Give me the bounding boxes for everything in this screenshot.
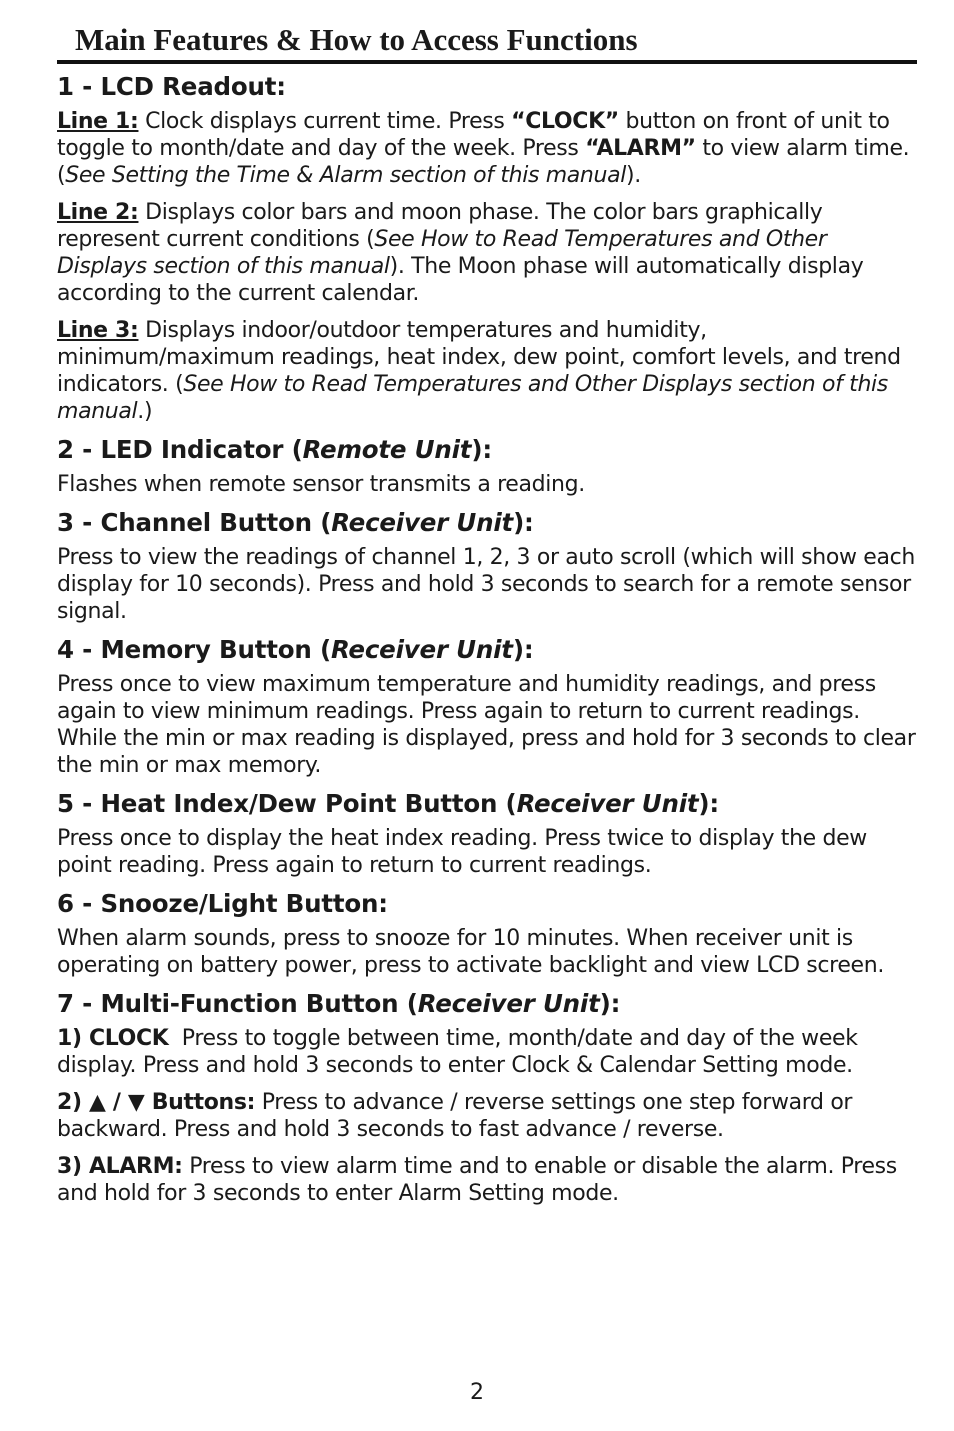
section-snooze-light-button bbox=[57, 889, 917, 979]
section-body: Press to view the readings of channel 1, 2, 3 or auto scroll (which will show each display for 10 seconds). Press and hold 3 seconds to search for a remote sensor signal. bbox=[57, 545, 915, 624]
section-lcd-readout bbox=[57, 72, 917, 425]
heading-unit: Receiver Unit bbox=[330, 635, 513, 664]
section-heading: 1 - LCD Readout: bbox=[57, 72, 286, 101]
section-heat-index-button bbox=[57, 789, 917, 879]
section-body: Press once to display the heat index reading. Press twice to display the dew point reading. Press again to return to current readings. bbox=[57, 826, 867, 878]
manual-page bbox=[57, 20, 917, 1217]
section-heading bbox=[57, 789, 917, 819]
heading-text: 4 - Memory Button ( bbox=[57, 635, 331, 664]
heading-unit: Remote Unit bbox=[302, 435, 472, 464]
text: .) bbox=[137, 399, 153, 424]
cross-reference: See Setting the Time & Alarm section of this manual bbox=[65, 163, 627, 188]
title-divider bbox=[57, 60, 917, 64]
heading-text: ): bbox=[599, 989, 621, 1018]
text: ). bbox=[626, 163, 641, 188]
section-heading bbox=[57, 435, 917, 465]
item-label: 3) ALARM: bbox=[57, 1154, 183, 1179]
emphasis: “CLOCK” bbox=[511, 109, 619, 134]
line-label: Line 1: bbox=[57, 109, 139, 134]
heading-text: 2 - LED Indicator ( bbox=[57, 435, 303, 464]
line-label: Line 2: bbox=[57, 200, 139, 225]
heading-text: ): bbox=[698, 789, 720, 818]
item-label: 2) ▲ / ▼ Buttons: bbox=[57, 1090, 256, 1115]
cross-reference: See How to Read Temperatures and Other Displays section of this manual bbox=[57, 227, 827, 279]
section-heading bbox=[57, 508, 917, 538]
section-memory-button bbox=[57, 635, 917, 779]
section-channel-button bbox=[57, 508, 917, 625]
function-item-clock bbox=[57, 1025, 917, 1079]
function-item-alarm bbox=[57, 1153, 917, 1207]
item-text: Press to view alarm time and to enable or disable the alarm. Press and hold for 3 seconds to enter Alarm Setting mode. bbox=[57, 1154, 897, 1206]
page-number: 2 bbox=[470, 1380, 484, 1405]
section-body: Press once to view maximum temperature and humidity readings, and press again to view minimum readings. Press again to return to current readings. While the min or max reading is displayed, press and hold for 3 seconds to clear the min or max memory. bbox=[57, 672, 916, 778]
item-label: 1) CLOCK bbox=[57, 1026, 169, 1051]
heading-text: 7 - Multi-Function Button ( bbox=[57, 989, 418, 1018]
section-multi-function-button bbox=[57, 989, 917, 1207]
section-body: Flashes when remote sensor transmits a reading. bbox=[57, 472, 585, 497]
section-heading: 6 - Snooze/Light Button: bbox=[57, 889, 388, 918]
text: to view alarm time. ( bbox=[57, 136, 910, 188]
section-heading bbox=[57, 635, 917, 665]
text: Displays indoor/outdoor temperatures and humidity, minimum/maximum readings, heat index, dew point, comfort levels, and trend indicators. ( bbox=[57, 318, 901, 397]
text: Displays color bars and moon phase. The color bars graphically represent current conditions ( bbox=[57, 200, 823, 252]
heading-text: ): bbox=[512, 635, 534, 664]
item-text: Press to toggle between time, month/date and day of the week display. Press and hold 3 seconds to enter Clock & Calendar Setting mode. bbox=[57, 1026, 871, 1078]
paragraph-line-1 bbox=[57, 108, 917, 189]
item-text: Press to advance / reverse settings one step forward or backward. Press and hold 3 seconds to fast advance / reverse. bbox=[57, 1090, 853, 1142]
text: Clock displays current time. Press bbox=[138, 109, 512, 134]
paragraph-line-3 bbox=[57, 317, 917, 425]
section-body: When alarm sounds, press to snooze for 10 minutes. When receiver unit is operating on battery power, press to activate backlight and view LCD screen. bbox=[57, 926, 884, 978]
heading-unit: Receiver Unit bbox=[331, 508, 514, 537]
heading-text: 3 - Channel Button ( bbox=[57, 508, 332, 537]
heading-unit: Receiver Unit bbox=[516, 789, 699, 818]
line-label: Line 3: bbox=[57, 318, 139, 343]
heading-unit: Receiver Unit bbox=[417, 989, 600, 1018]
cross-reference: See How to Read Temperatures and Other Displays section of this manual bbox=[57, 372, 888, 424]
text: button on front of unit to toggle to month/date and day of the week. Press bbox=[57, 109, 890, 161]
heading-text: 5 - Heat Index/Dew Point Button ( bbox=[57, 789, 517, 818]
function-item-arrow-buttons bbox=[57, 1089, 917, 1143]
section-heading bbox=[57, 989, 917, 1019]
section-led-indicator bbox=[57, 435, 917, 498]
heading-text: ): bbox=[471, 435, 492, 464]
heading-text: ): bbox=[513, 508, 534, 537]
text: ). The Moon phase will automatically display according to the current calendar. bbox=[57, 254, 864, 306]
paragraph-line-2 bbox=[57, 199, 917, 307]
page-title: Main Features & How to Access Functions bbox=[75, 22, 638, 57]
emphasis: “ALARM” bbox=[585, 136, 696, 161]
